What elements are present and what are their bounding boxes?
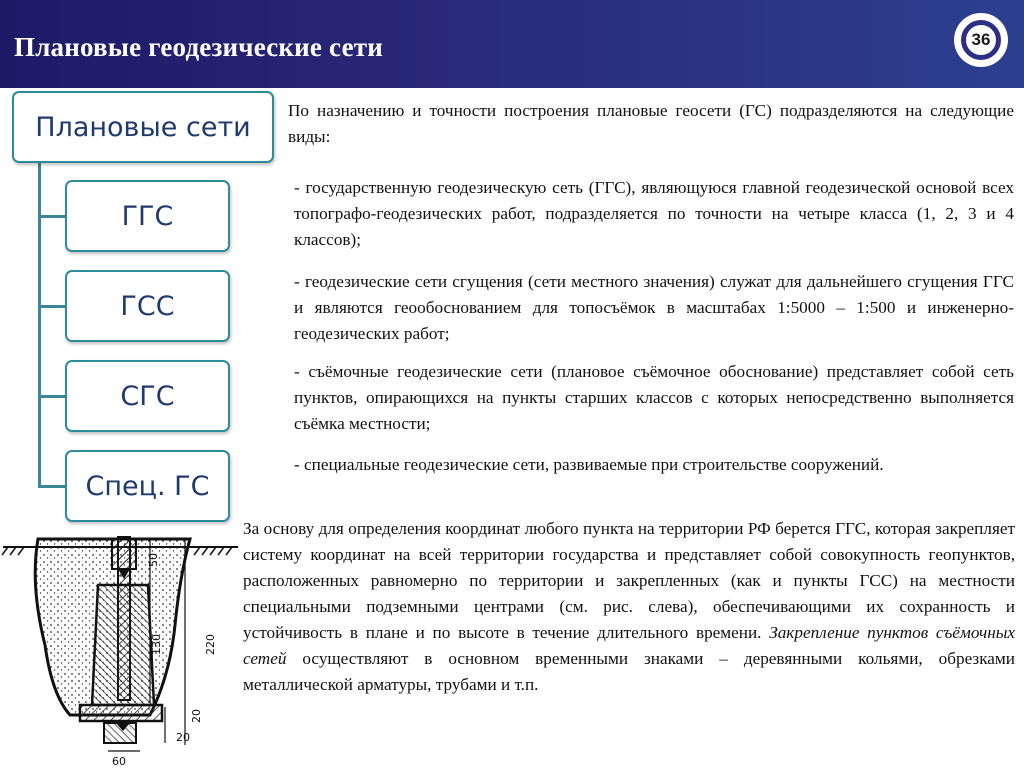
- tree-branch: [38, 215, 66, 218]
- item-spec: - специальные геодезические сети, развиваемые при строительстве сооружений.: [294, 455, 884, 474]
- intro-paragraph: [288, 98, 1014, 150]
- bottom-text-part1: За основу для определения координат любого пункта на территории РФ берется ГГС, которая закрепляет систему координат на всей территории государства и представляет собой совокупность геопунктов, расположенных равномерно по территории и закрепленных (как и пункты ГСС) на местности специальными подземными центрами (см. рис. слева), обеспечивающими их сохранность и устойчивость в плане и по высоте в течение длительного времени.: [243, 519, 1015, 642]
- intro-text: По назначению и точности построения плановые геосети (ГС) подразделяются на следующие виды:: [288, 101, 1014, 146]
- tree-trunk: [38, 163, 41, 487]
- bottom-paragraph: [243, 516, 1015, 698]
- dim-60: 60: [112, 755, 126, 768]
- tree-branch: [38, 305, 66, 308]
- title-bar: [0, 0, 1024, 88]
- underground-center-drawing: [0, 525, 240, 768]
- node-spec-gs: Спец. ГС: [65, 450, 230, 522]
- bottom-text-part2: осуществляют в основном временными знаками – деревянными кольями, обрезками металлической арматуры, трубами и т.п.: [243, 649, 1015, 694]
- node-sgs: СГС: [65, 360, 230, 432]
- slide-title: Плановые геодезические сети: [14, 32, 383, 62]
- node-gss: ГСС: [65, 270, 230, 342]
- dim-130: 130: [150, 634, 163, 655]
- dim-220: 220: [204, 634, 217, 655]
- tree-branch: [38, 395, 66, 398]
- page-number-badge: [954, 13, 1008, 67]
- dim-20b: 20: [176, 731, 190, 744]
- item-ggs: - государственную геодезическую сеть (ГГС), являющуюся главной геодезической основой всех топографо-геодезических работ, подразделяется по точности на четыре класса (1, 2, 3 и 4 классов);: [294, 178, 1014, 249]
- dim-50: 50: [147, 553, 160, 567]
- node-ggs: ГГС: [65, 180, 230, 252]
- root-node-box: Плановые сети: [12, 91, 274, 163]
- bottom-text-italic: Закрепление пунктов съёмочных сетей: [243, 623, 1015, 668]
- dim-20a: 20: [190, 709, 203, 723]
- item-sgs: - съёмочные геодезические сети (плановое съёмочное обоснование) представляет собой сеть пунктов, опирающихся на пункты старших классов с которых непосредственно выполняется съёмка местности;: [294, 362, 1014, 433]
- item-gss: - геодезические сети сгущения (сети местного значения) служат для дальнейшего сгущения ГГС и являются геообоснованием для топосъёмок в масштабах 1:5000 – 1:500 и инженерно-геодезических работ;: [294, 272, 1014, 343]
- tree-branch: [38, 485, 66, 488]
- page-number: 36: [961, 20, 1001, 60]
